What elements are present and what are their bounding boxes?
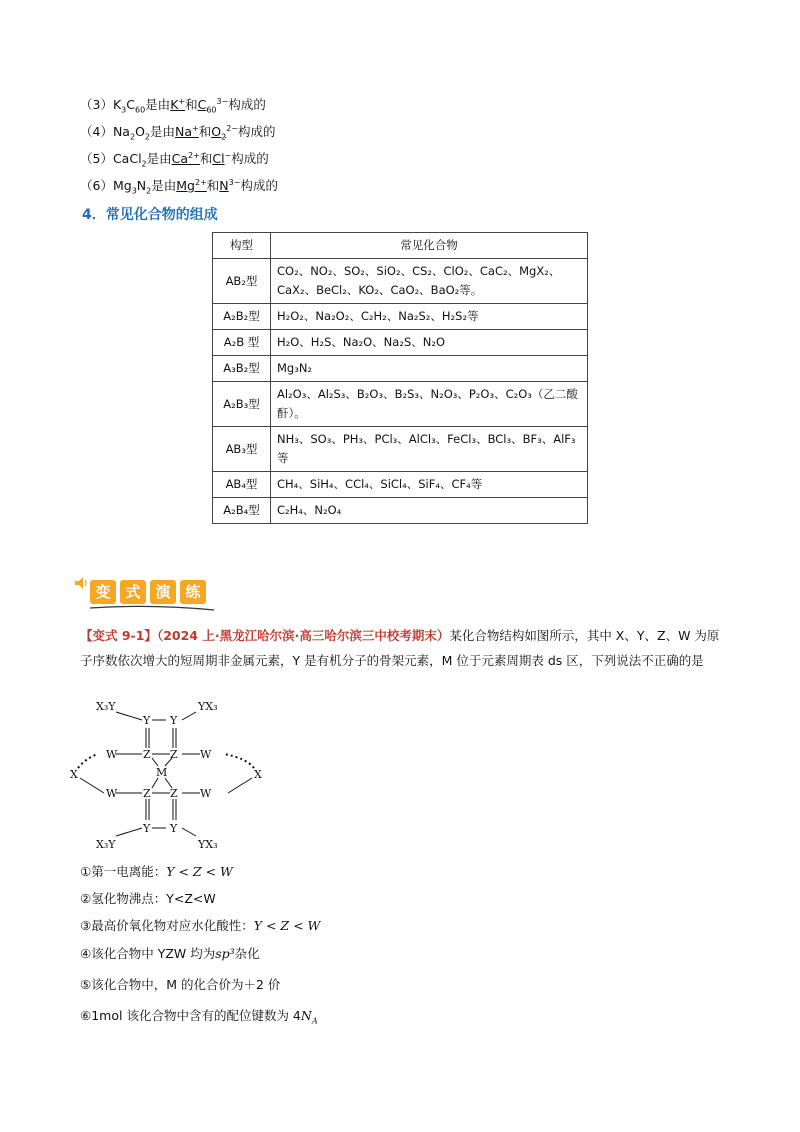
label-X: X: [70, 768, 78, 781]
row-type: AB₂型: [213, 259, 271, 304]
label-YX3: YX₃: [198, 838, 218, 851]
row-type: A₂B₂型: [213, 304, 271, 330]
row-compounds: H₂O₂、Na₂O₂、C₂H₂、Na₂S₂、H₂S₂等: [271, 304, 588, 330]
banner-char: 演: [150, 580, 176, 604]
row-type: A₃B₂型: [213, 356, 271, 382]
ion-line-3: $(3)K_3C_{60}$是由K+和$C_{60}^{3-}$构成的: [80, 96, 266, 115]
header-compounds: 常见化合物: [271, 233, 588, 259]
table-header-row: [213, 233, 588, 259]
row-type: A₂B₃型: [213, 382, 271, 427]
label-W: W: [200, 748, 212, 761]
table-row: [213, 259, 588, 304]
banner-underline: [90, 604, 214, 612]
table-row: [213, 427, 588, 472]
question-body: 某化合物结构如图所示，其中 X、Y、Z、W 为原子序数依次增大的短周期非金属元素，Y 是有机分子的骨架元素，M 位于元素周期表 ds 区，下列说法不正确的是: [80, 628, 720, 668]
header-type: 构型: [213, 233, 271, 259]
ion-line-5: （5）CaCl$_2$是由$Ca^{2+}$和Cl−构成的: [80, 150, 269, 169]
label-Y: Y: [170, 714, 178, 727]
table-row: [213, 382, 588, 427]
section-title: 4．常见化合物的组成: [82, 207, 218, 223]
label-Z: Z: [143, 748, 151, 761]
row-type: AB₃型: [213, 427, 271, 472]
ion-line-4: $(4)Na_2O_2$是由Na+和$O_2^{2-}$构成的: [80, 123, 276, 142]
option-2: ②氢化物沸点：Y<Z<W: [80, 891, 216, 906]
label-Z: Z: [170, 787, 178, 800]
row-compounds: NH₃、SO₃、PH₃、PCl₃、AlCl₃、FeCl₃、BCl₃、BF₃、AlF₃等: [271, 427, 588, 472]
question-source: （2024 上·黑龙江哈尔滨·高三哈尔滨三中校考期末）: [156, 628, 450, 643]
option-6: ⑥1mol 该化合物中含有的配位键数为 $4N_A$: [80, 1008, 318, 1026]
option-5: ⑤该化合物中，M 的化合价为＋2 价: [80, 977, 281, 992]
compound-table: [212, 232, 588, 524]
label-X3Y: X₃Y: [96, 700, 116, 713]
banner-char: 式: [120, 580, 146, 604]
option-1: ①第一电离能：Y < Z < W: [80, 864, 233, 879]
label-Z: Z: [170, 748, 178, 761]
row-compounds: CH₄、SiH₄、CCl₄、SiCl₄、SiF₄、CF₄等: [271, 472, 588, 498]
option-4: ④该化合物中 YZW 均为sp³杂化: [80, 946, 260, 961]
row-compounds: CO₂、NO₂、SO₂、SiO₂、CS₂、ClO₂、CaC₂、MgX₂、CaX₂、BeCl₂、KO₂、CaO₂、BaO₂等。: [271, 259, 588, 304]
question-text: [80, 623, 720, 673]
ion-line-6: $(6)Mg_3N_2$是由$Mg^{2+}$和$N^{3-}$构成的: [80, 177, 278, 196]
label-W: W: [106, 748, 118, 761]
row-compounds: H₂O、H₂S、Na₂O、Na₂S、N₂O: [271, 330, 588, 356]
practice-banner: [74, 574, 214, 612]
label-W: W: [106, 787, 118, 800]
option-3: ③最高价氧化物对应水化酸性：Y < Z < W: [80, 918, 321, 933]
label-W: W: [200, 787, 212, 800]
row-type: A₂B₄型: [213, 498, 271, 524]
row-type: AB₄型: [213, 472, 271, 498]
question-tag: 【变式 9-1】: [80, 628, 157, 643]
label-Y: Y: [143, 822, 151, 835]
row-compounds: Al₂O₃、Al₂S₃、B₂O₃、B₂S₃、N₂O₃、P₂O₃、C₂O₃（乙二酸酐）。: [271, 382, 588, 427]
table-row: [213, 498, 588, 524]
banner-char: 练: [180, 580, 206, 604]
table-row: [213, 330, 588, 356]
table-row: [213, 472, 588, 498]
label-Y: Y: [143, 714, 151, 727]
table-row: [213, 304, 588, 330]
row-type: A₂B 型: [213, 330, 271, 356]
label-Z: Z: [143, 787, 151, 800]
table-row: [213, 356, 588, 382]
row-compounds: C₂H₄、N₂O₄: [271, 498, 588, 524]
banner-char: 变: [90, 580, 116, 604]
label-M: M: [156, 766, 168, 779]
speaker-icon: [74, 576, 88, 590]
structure-diagram: [66, 696, 266, 856]
label-X3Y: X₃Y: [96, 838, 116, 851]
label-X: X: [254, 768, 262, 781]
label-Y: Y: [170, 822, 178, 835]
label-YX3: YX₃: [198, 700, 218, 713]
row-compounds: Mg₃N₂: [271, 356, 588, 382]
